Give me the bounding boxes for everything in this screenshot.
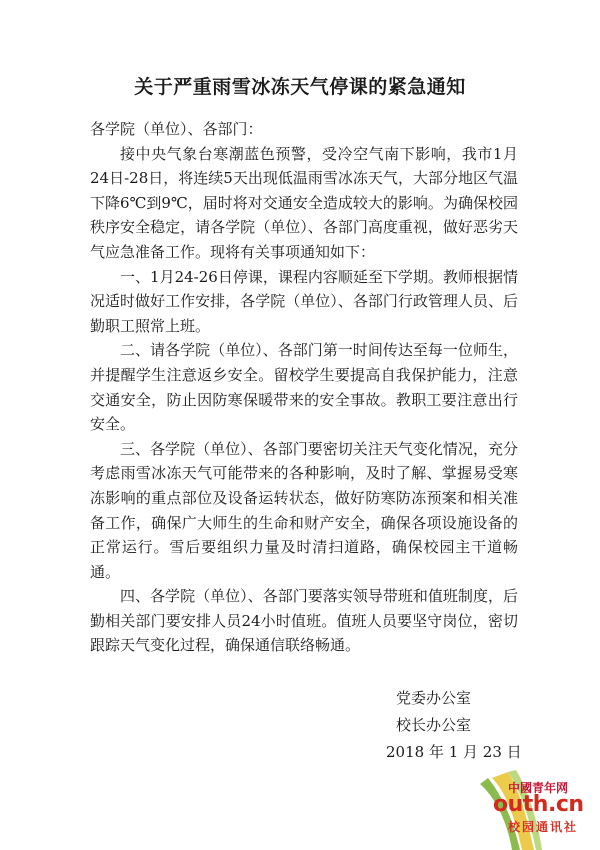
signature-date: 2018 年 1 月 23 日 <box>386 743 522 761</box>
paragraph-item-4: 四、各学院（单位）、各部门要落实领导带班和值班制度，后勤相关部门要安排人员24小时值班。值班人员要坚守岗位，密切跟踪天气变化过程，确保通信联络畅通。 <box>90 587 518 655</box>
paragraph-item-2: 二、请各学院（单位）、各部门第一时间传达至每一位师生，并提醒学生注意返乡安全。留校学生要提高自我保护能力，注意交通安全，防止因防寒保暖带来的安全事故。教职工要注意出行安全。 <box>90 341 518 434</box>
signature-office-party: 党委办公室 <box>396 689 472 707</box>
watermark-caption: 校园通讯社 <box>508 820 579 834</box>
watermark-domain: outh.cn <box>493 792 584 817</box>
paragraph-item-1: 一、1月24-26日停课，课程内容顺延至下学期。教师根据情况适时做好工作安排，各学院（单位）、各部门行政管理人员、后勤职工照常上班。 <box>90 267 518 335</box>
paragraph-item-3: 三、各学院（单位）、各部门要密切关注天气变化情况，充分考虑雨雪冰冻天气可能带来的各种影响，及时了解、掌握易受寒冻影响的重点部位及设备运转状态，做好防寒防冻预案和相关准备工作，确保广大师生的生命和财产安全，确保各项设施设备的正常运行。雪后要组织力量及时清扫道路，确保校园主干道畅通。 <box>90 439 518 581</box>
salutation: 各学院（单位）、各部门： <box>90 120 263 138</box>
document-body <box>90 117 518 658</box>
paragraph-intro: 接中央气象台寒潮蓝色预警，受冷空气南下影响，我市1月24日-28日，将连续5天出现低温雨雪冰冻天气，大部分地区气温下降6℃到9℃，届时将对交通安全造成较大的影响。为确保校园秩序安全稳定，请各学院（单位）、各部门高度重视，做好恶劣天气应急准备工作。现将有关事项通知如下： <box>90 144 518 261</box>
document-title: 关于严重雨雪冰冻天气停课的紧急通知 <box>134 76 466 98</box>
watermark-brand: 中國青年网 <box>508 781 569 795</box>
signature-office-president: 校长办公室 <box>396 716 472 734</box>
